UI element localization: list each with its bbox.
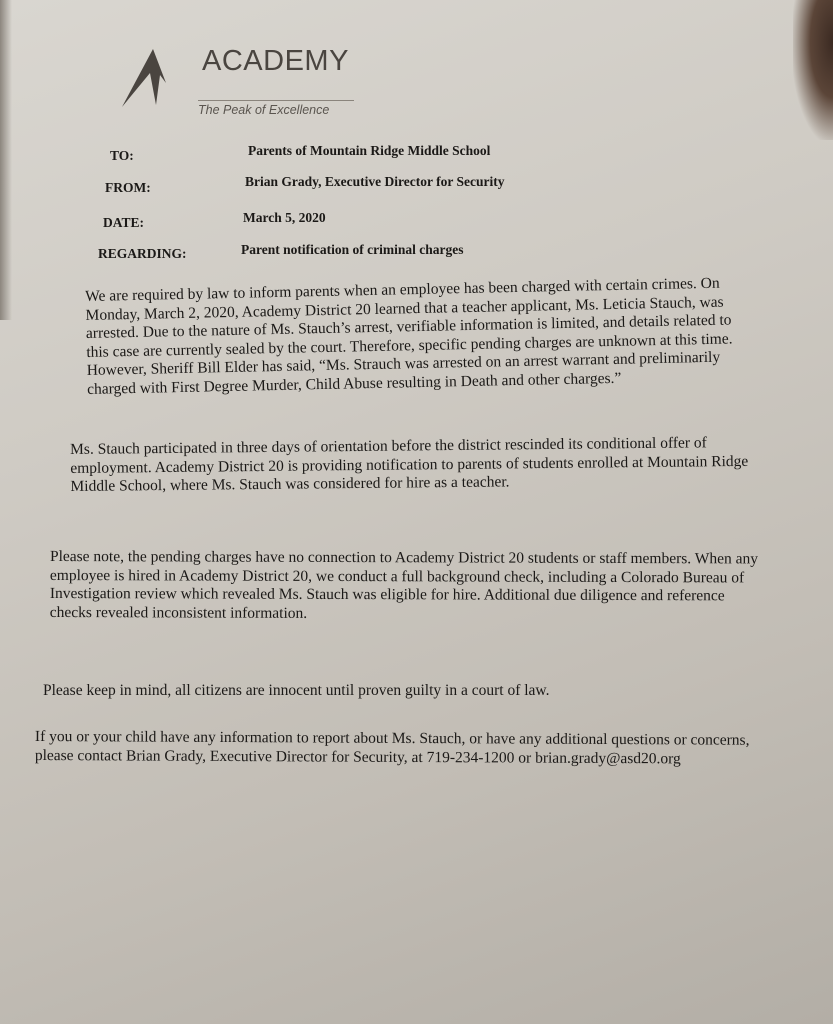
letterhead-divider [198,100,354,101]
memo-date-label: DATE: [103,215,145,230]
memo-from-value: Brian Grady, Executive Director for Security [245,174,505,189]
letterhead-name: ACADEMY [202,45,349,77]
letterhead-logo [120,45,400,125]
paper-edge [0,0,12,320]
paragraph-notification: We are required by law to inform parents when an employee has been charged with certain crimes. On Monday, March 2, 2020, Academy District 20 learned that a teacher applicant, Ms. Leticia Stauch, was arrested. Due to the nature of Ms. Stauch’s arrest, verifiable information is limited, and details related to this case are currently sealed by the court. Therefore, specific pending charges are unknown at this time. However, Sheriff Bill Elder has said, “Ms. Strauch was arrested on an arrest warrant and preliminarily charged with First Degree Murder, Child Abuse resulting in Death and other charges.” [85,274,733,398]
paragraph-background-check: Please note, the pending charges have no connection to Academy District 20 students or staff members. When any employee is hired in Academy District 20, we conduct a full background check, including a Colorado Bureau of Investigation review which revealed Ms. Stauch was eligible for hire. Additional due diligence and reference checks revealed inconsistent information. [49,548,759,622]
memo-regarding-label: REGARDING: [98,246,187,261]
background-shadow [793,0,833,140]
paragraph-innocence: Please keep in mind, all citizens are innocent until proven guilty in a court of law. [43,682,550,699]
letterhead-tagline: The Peak of Excellence [198,103,330,117]
paragraph-contact: If you or your child have any information to report about Ms. Stauch, or have any additional questions or concerns, please contact Brian Grady, Executive Director for Security, at 719-234-1200 or brian.grady@asd20.org [34,728,750,767]
mountain-peak-icon [120,45,190,115]
memo-to-label: TO: [110,148,134,163]
memo-from-label: FROM: [105,180,151,195]
memo-regarding-value: Parent notification of criminal charges [241,242,464,257]
memo-date-value: March 5, 2020 [243,210,326,225]
paragraph-orientation: Ms. Stauch participated in three days of orientation before the district rescinded its conditional offer of employment. Academy District 20 is providing notification to parents of students enrolled at Mountain Ridge Middle School, where Ms. Stauch was considered for hire as a teacher. [70,434,749,495]
memo-to-value: Parents of Mountain Ridge Middle School [248,143,491,158]
